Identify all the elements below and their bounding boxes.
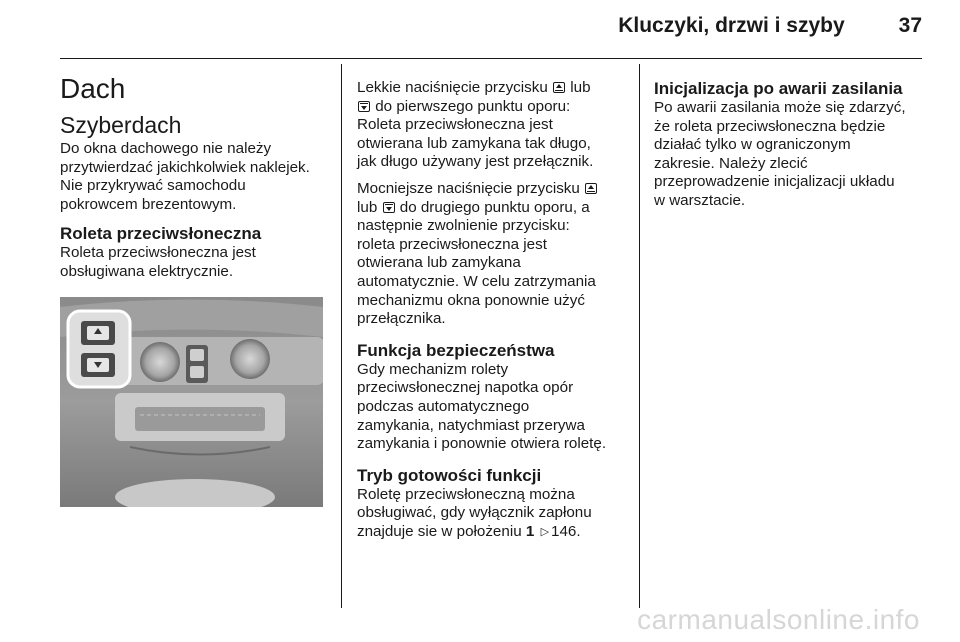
text-line: pokrowcem brezentowym.: [60, 195, 237, 213]
text-fragment: lub: [357, 198, 378, 216]
text-line: otwierana lub zamykana tak długo,: [357, 134, 591, 152]
sunblind-switch-photo: [60, 297, 323, 507]
text-line: Roleta przeciwsłoneczna jest: [60, 244, 256, 262]
text-line: Mocniejsze naciśnięcie przycisku: [357, 179, 580, 197]
paragraph-roleta: [60, 244, 328, 281]
paragraph-szyberdach: [60, 140, 328, 214]
page-number: 37: [898, 14, 922, 37]
text-line: zakresie. Należy zlecić: [654, 154, 808, 172]
column-2: [357, 79, 631, 541]
heading-inicjalizacja: Inicjalizacja po awarii zasilania: [654, 79, 903, 98]
section-title: Kluczyki, drzwi i szyby: [618, 14, 845, 37]
text-line: automatycznie. W celu zatrzymania: [357, 272, 596, 290]
text-line: Roleta przeciwsłoneczna jest: [357, 116, 553, 134]
text-line: Gdy mechanizm rolety: [357, 360, 509, 378]
column-1: [60, 72, 328, 282]
text-fragment: lub: [570, 79, 591, 96]
sunblind-close-icon: [383, 202, 395, 213]
text-line: Roletę przeciwsłoneczną można: [357, 485, 575, 503]
text-line: Nie przykrywać samochodu: [60, 177, 246, 195]
heading-tryb-gotowosci: Tryb gotowości funkcji: [357, 465, 542, 485]
heading-funkcja-bezpieczenstwa: Funkcja bezpieczeństwa: [357, 340, 555, 360]
text-line: obsługiwać, gdy wyłącznik zapłonu: [357, 504, 592, 522]
text-line: przeprowadzenie inicjalizacji układu: [654, 173, 895, 191]
text-line: Do okna dachowego nie należy: [60, 140, 272, 157]
page-reference-arrow-icon: ▷: [540, 525, 550, 538]
text-line: zamykania i ponownie otwiera roletę.: [357, 435, 607, 453]
text-fragment: do drugiego punktu oporu, a: [399, 198, 590, 216]
text-line: jak długo używany jest przełącznik.: [357, 153, 594, 171]
text-line: że roleta przeciwsłoneczna będzie: [654, 117, 886, 135]
ignition-position: 1: [525, 522, 535, 540]
paragraph-standby: [357, 486, 631, 542]
column-divider-2: [639, 64, 640, 608]
text-line: obsługiwana elektrycznie.: [60, 262, 234, 280]
page-header: [60, 14, 922, 48]
sunblind-open-icon: [585, 183, 597, 194]
paragraph-initialization: [654, 99, 926, 211]
heading-dach: Dach: [60, 73, 126, 104]
text-fragment: znajduje sie w położeniu: [357, 522, 522, 540]
watermark: carmanualsonline.info: [637, 604, 920, 635]
text-line: przeciwsłonecznej napotka opór: [357, 379, 574, 397]
text-line: otwierana lub zamykana: [357, 254, 521, 272]
column-3: [654, 79, 926, 211]
paragraph-light-press: [357, 79, 631, 172]
text-line: Po awarii zasilania może się zdarzyć,: [654, 99, 906, 116]
text-line: zamykania, natychmiast przerywa: [357, 416, 585, 434]
header-rule: [60, 58, 922, 59]
sunblind-open-icon: [553, 82, 565, 93]
text-line: mechanizmu okna ponownie użyć: [357, 291, 585, 309]
page-reference[interactable]: 146.: [551, 522, 581, 540]
text-line: w warsztacie.: [654, 191, 746, 209]
sunblind-close-icon: [358, 101, 370, 112]
text-line: roleta przeciwsłoneczna jest: [357, 235, 547, 253]
paragraph-strong-press: [357, 180, 631, 329]
text-line: następnie zwolnienie przycisku:: [357, 217, 570, 235]
heading-roleta: Roleta przeciwsłoneczna: [60, 224, 262, 244]
text-line: podczas automatycznego: [357, 397, 530, 415]
text-line: do pierwszego punktu oporu:: [375, 97, 571, 115]
text-line: działać tylko w ograniczonym: [654, 136, 851, 154]
paragraph-safety: [357, 361, 631, 454]
text-line: przełącznika.: [357, 310, 446, 328]
text-line: przytwierdzać jakichkolwiek naklejek.: [60, 158, 310, 176]
heading-szyberdach: Szyberdach: [60, 112, 182, 138]
text-line: Lekkie naciśnięcie przycisku: [357, 79, 548, 96]
column-divider-1: [341, 64, 342, 608]
